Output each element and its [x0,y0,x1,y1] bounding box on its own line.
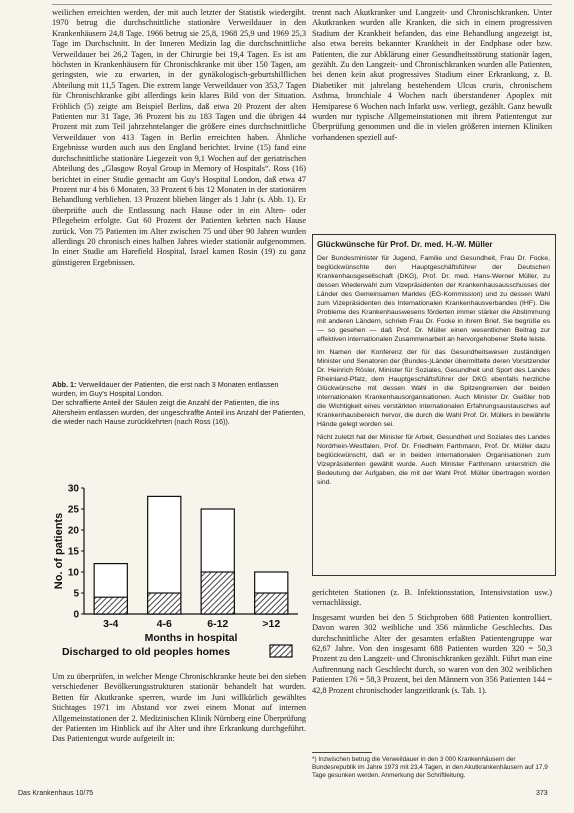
figure-caption [52,380,306,426]
bar-hatched [201,572,234,614]
legend-swatch [270,645,292,657]
bar-chart [52,482,306,668]
x-tick-label: 3-4 [103,618,119,630]
bar-hatched [255,593,288,614]
right-paragraph-1: trennt nach Akutkranker und Langzeit- und Chronischkranken. Unter Akutkranken wurden alle Kranken, die sich in einem progressiven Stadium der Krankheit befanden, das eine Behandlung angezeigt ist, also etwa bereits bekannter Krankheit in der Endphase oder bzw. Patienten, die zur Abklärung einer Gesundheitsstörung stationär lagen, gezählt. Zu den Langzeit- und Chronischkranken wurden alle Patienten, bei denen kein akut progressives Stadium einer Erkrankung, z. B. Diabetiker mit jahrelang bestehendem Ulcus cruris, chronischem Asthma, bronchiale 4 Wochen nach überstandener Apoplex mit Hemiparese 6 Wochen nach Infarkt usw. verliegt, gezählt. Ganz bewußt wurden nur typische Allgemeinstationen mit ihrem Patientengut zur Überprüfung genommen und die in vielen größeren internen Kliniken vorhandenen speziell auf- [312,8,552,142]
legend-label: Discharged to old peoples homes [62,646,231,658]
y-tick-label: 10 [67,567,79,579]
y-axis-label: No. of patients [53,512,65,590]
notice-paragraph-2: Im Namen der Konferenz der für das Gesundheitswesen zuständigen Minister und Senatoren der (Bundes-)Länder übermittelte deren Vorsitzender Dr. Heinrich Rösler, Minister für Soziales, Gesundheit und Sport des Landes Rheinland-Pfalz, dem Hauptgeschäftsführer der DKG ebenfalls herzliche Glückwünsche mit dessen Wahl in die Spitzengremien der beiden internationalen Krankenhausorganisationen. Auch Minister Dr. Geißler hob die Wichtigkeit eines verstärkten internationalen Erfahrungsaustausches auf Krankenhausbereich hervor, die durch die Wahl Prof. Dr. Müllers in bewährte Hände gelegt worden sei. [317,349,550,428]
left-paragraph-1: weilichen erreichten werden, der mit auch letzter der Statistik wiedergibt. 1970 betrug die durchschnittliche stationäre Verweildauer in den Krankenhäusern 24,8 Tage. 1966 betrug sie 25,8, 1968 25,9 und 1969 25,3 Tage im Durchschnitt. In der Inneren Medizin lag die durchschnittliche Verweildauer bei 26,2 Tagen, in der Chirurgie bei 19,4 Tagen. Es ist am höchsten in Krankenhäusern für Chronischkranke mit über 150 Tagen, am geringsten, wie zu erwarten, in der gynäkologisch-geburtshilflichen Abteilung mit 11,5 Tagen. Die extrem lange Verweildauer von 353,7 Tagen für Chronischkranke gibt allerdings kein klares Bild von der Situation. Fröhlich (5) zeigte am Beispiel Berlins, daß etwa 20 Prozent der alten Patienten nur 31 Tage, 36 Prozent bis zu 183 Tagen und die übrigen 44 Prozent mit zum Teil jahrzehntelanger die größere eines durchschnittliche Verweildauer von 413 Tagen in Berlin erreichten haben. Ähnliche Ergebnisse wurden auch aus den England berichtet. Irvine (15) fand eine durchschnittliche stationäre Liegezeit von 9,1 Wochen auf der geriatrischen Abteilung des „Glasgow Royal Group in Memory of Hospitals“. Ross (16) berichtet in einer Studie gemacht am Guy's Hospital London, daß etwa 47 Prozent nur 4 bis 6 Monaten, 33 Prozent 6 bis 12 Monaten in der stationären Behandlung verblieben. 13 Prozent blieben länger als 1 Jahr (s. Abb. 1). Er überprüfte auch die Entlassung nach Hause oder in ein Alten- oder Pflegeheim erfolgte. Gut 60 Prozent der Patienten kehrten nach Hause zurück. Von 75 Patienten im Alter zwischen 75 und über 90 Jahren wurden allerdings 20 chronisch eines halben Jahres wieder stationär aufgenommen. In einer Studie am Harefield Hospital, Israel kamen Rosin (19) zu ganz günstigeren Ergebnissen. [52,8,306,267]
x-tick-label: >12 [262,618,281,630]
left-paragraph-2: Um zu überprüfen, in welcher Menge Chronischkranke heute bei den sieben verschiedener Bevölkerungsstrukturen stationär behandelt hat wurden. Betten für Akutkranke sperren, wurde im Juni willkürlich gewähltes Stichtages 1971 im Abstand vor zwei einem Monat auf internen Allgemeinstationen der 2. Medizinischen Klinik Nürnberg eine Überprüfung der Patienten im Hinblick auf ihr Alter und ihre Erkrankung durchgeführt. Das Patientengut wurde aufgeteilt in: [52,672,306,744]
notice-title: Glückwünsche für Prof. Dr. med. H.-W. Müller [317,240,493,249]
caption-label: Abb. 1: [52,380,77,389]
notice-box [312,234,556,576]
notice-paragraph-3: Nicht zuletzt hat der Minister für Arbeit, Gesundheit und Soziales des Landes Nordrhein-Westfalen, Prof. Dr. Friedhelm Farthmann, Prof. Dr. Müller dazu beglückwünscht, daß er in beiden internationalen Organisationen zum Vizepräsidenten gewählt wurde. Auch Minister Farthmann unterstrich die Bedeutung der Aufgaben, die mit der Wahl Prof. Müller übertragen worden sind. [317,434,550,486]
y-tick-label: 5 [73,588,79,600]
footnote-rule [312,752,372,753]
journal-footer: Das Krankenhaus 10/75 [18,790,94,797]
x-tick-label: 4-6 [156,618,172,630]
top-rule [52,4,552,5]
x-axis-label: Months in hospital [144,632,238,644]
y-tick-label: 0 [73,609,79,621]
x-tick-label: 6-12 [207,618,229,630]
right-after-box [312,588,552,696]
y-tick-label: 15 [67,546,79,558]
y-tick-label: 30 [67,483,79,495]
left-after-chart [52,672,306,745]
y-tick-label: 25 [67,504,79,516]
chart-svg [52,482,306,668]
caption-text-2: Der schraffierte Anteil der Säulen zeigt die Anzahl der Patienten, die ins Altersheim entlassen wurden, der ungeschraffte Anteil ins Anzahl der Patienten, die wieder nach Hause zurückkehrten (nach Ross (16)). [52,398,306,426]
right-paragraph-2: gerichteten Stationen (z. B. Infektionsstation, Intensivstation usw.) vernachlässigt. [312,588,552,608]
right-paragraph-3: Insgesamt wurden bei den 5 Stichproben 688 Patienten kontrolliert. Davon waren 302 weibliche und 356 männliche Geschlechts. Das durchschnittliche Alter der gesamten erfaßten Patientengruppe war 62,67 Jahre. Von den insgesamt 688 Patienten wurden 320 = 50,3 Prozent zu den Langzeit- und Chronischkranken gezählt. Führt man eine Auftrennung nach Geschlecht durch, so waren von den 302 weiblichen Patienten 176 = 58,3 Prozent, bei den Männern von 356 Patienten 144 = 42,8 Prozent chronischoder langzeitkrank (s. Tab. 1). [312,612,552,695]
footnote: *) Inzwischen betrug die Verweildauer in den 3 000 Krankenhäusern der Bundesrepublik im Jahre 1973 mit 23,4 Tagen, in den Akutkrankenhäusern auf 17,9 Tage gesunken werden. Anmerkung der Schriftleitung. [312,756,548,780]
page-number: 373 [536,790,548,797]
caption-text-1: Verweildauer der Patienten, die erst nach 3 Monaten entlassen wurden, im Guy's Hospital London. [52,380,279,399]
right-column [312,8,552,143]
y-tick-label: 20 [67,525,79,537]
bar-hatched [94,597,127,614]
left-column [52,8,306,268]
notice-paragraph-1: Der Bundesminister für Jugend, Familie und Gesundheit, Frau Dr. Focke, beglückwünschte den Hauptgeschäftsführer der Deutschen Krankenhausgesellschaft (DKG), Prof. Dr. med. Hans-Werner Müller, zu dessen Wiederwahl zum Vizepräsidenten der Krankenhausausschusses der Länder des Gemeinsamen Marktes (EG-Kommission) und zu dessen Wahl zum Vizepräsidenten des Internationalen Krankenhausverbandes (IHF). Die Probleme des Krankenhauswesens förderten immer stärker die Abstimmung mit anderen Ländern, schrieb Frau Dr. Focke in ihrem Brief. Sie begrüße es — so gesehen — daß Prof. Dr. Müller einen wesentlichen Beitrag zur effektiven internationalen Zusammenarbeit an hervorgehobener Stelle leiste. [317,255,550,343]
bar-hatched [148,593,181,614]
